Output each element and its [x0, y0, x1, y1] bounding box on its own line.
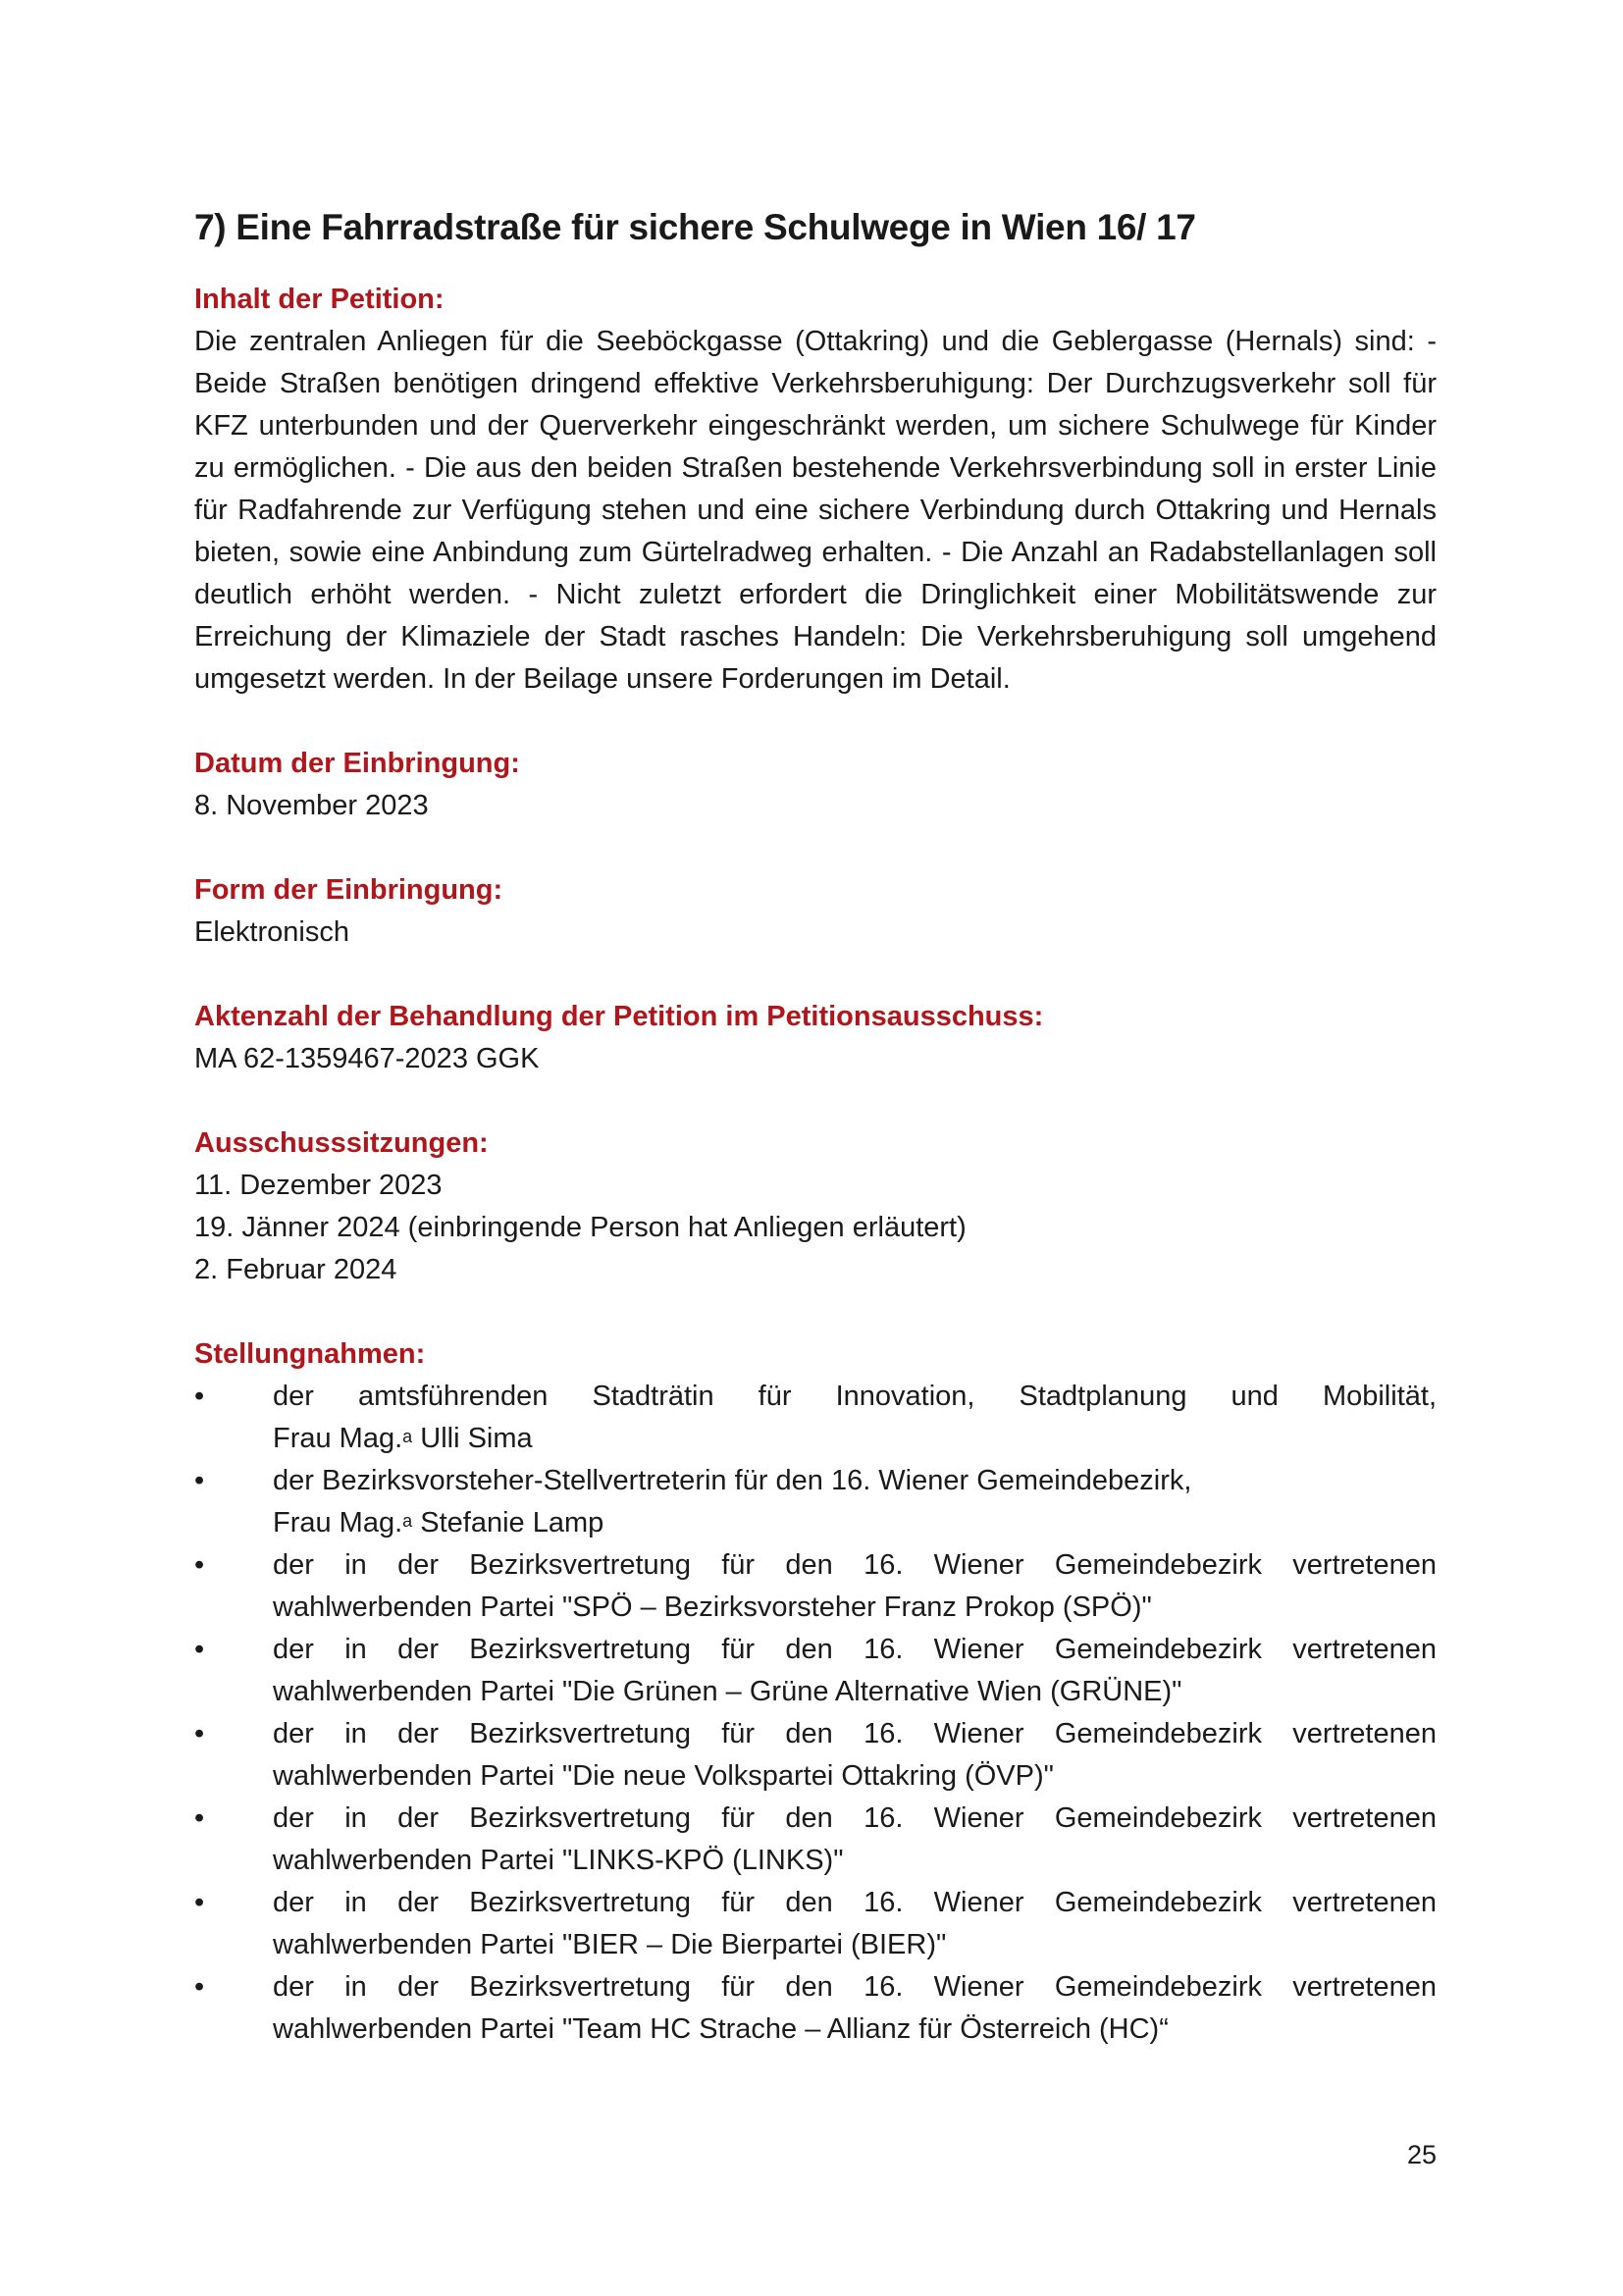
list-item: [194, 1629, 1437, 1713]
form-value: Elektronisch: [194, 916, 349, 948]
section-inhalt: [194, 279, 1437, 701]
aktenzahl-value: MA 62-1359467-2023 GGK: [194, 1043, 540, 1074]
list-item: [194, 1713, 1437, 1798]
bullet-icon: •: [194, 1802, 205, 1834]
bullet-icon: •: [194, 1465, 205, 1496]
list-item: [194, 1376, 1437, 1460]
datum-label: Datum der Einbringung:: [194, 748, 520, 779]
inhalt-label: Inhalt der Petition:: [194, 284, 445, 315]
list-item-line1: der in der Bezirksvertretung für den 16. Wiener Gemeindebezirk vertretenen: [273, 1802, 1437, 1834]
page-number: 25: [1406, 2140, 1437, 2169]
list-item-line2: wahlwerbenden Partei "Die Grünen – Grüne Alternative Wien (GRÜNE)": [273, 1676, 1182, 1707]
list-item-line2: wahlwerbenden Partei "BIER – Die Bierpartei (BIER)": [273, 1929, 947, 1960]
list-item: [194, 1798, 1437, 1882]
bullet-icon: •: [194, 1971, 205, 2003]
section-aktenzahl: [194, 996, 1437, 1080]
list-item-line2: wahlwerbenden Partei "Die neue Volkspartei Ottakring (ÖVP)": [273, 1760, 1054, 1792]
aktenzahl-label: Aktenzahl der Behandlung der Petition im Petitionsausschuss:: [194, 1001, 1044, 1032]
list-item: [194, 1544, 1437, 1629]
list-item-line1: der in der Bezirksvertretung für den 16. Wiener Gemeindebezirk vertretenen: [273, 1549, 1437, 1581]
list-item-line1: der in der Bezirksvertretung für den 16. Wiener Gemeindebezirk vertretenen: [273, 1887, 1437, 1918]
list-item-line1: der amtsführenden Stadträtin für Innovation, Stadtplanung und Mobilität,: [273, 1381, 1437, 1412]
sitzung-item: 19. Jänner 2024 (einbringende Person hat Anliegen erläutert): [194, 1212, 967, 1243]
sitzung-item: 2. Februar 2024: [194, 1254, 397, 1285]
stellungnahmen-label: Stellungnahmen:: [194, 1338, 426, 1370]
bullet-icon: •: [194, 1718, 205, 1749]
list-item-line1: der Bezirksvorsteher-Stellvertreterin für den 16. Wiener Gemeindebezirk,: [273, 1465, 1192, 1496]
list-item-line2: wahlwerbenden Partei "SPÖ – Bezirksvorsteher Franz Prokop (SPÖ)": [273, 1592, 1152, 1623]
bullet-icon: •: [194, 1634, 205, 1665]
list-item-line1: der in der Bezirksvertretung für den 16. Wiener Gemeindebezirk vertretenen: [273, 1971, 1437, 2003]
section-stellungnahmen: [194, 1333, 1437, 2051]
form-label: Form der Einbringung:: [194, 874, 503, 906]
bullet-icon: •: [194, 1887, 205, 1918]
page-title: 7) Eine Fahrradstraße für sichere Schulwege in Wien 16/ 17: [194, 207, 1196, 247]
list-item-line2: Frau Mag.$^a$ Stefanie Lamp: [273, 1507, 604, 1539]
sitzung-item: 11. Dezember 2023: [194, 1170, 443, 1201]
list-item-line1: der in der Bezirksvertretung für den 16. Wiener Gemeindebezirk vertretenen: [273, 1718, 1437, 1749]
section-sitzungen: [194, 1122, 1437, 1291]
datum-value: 8. November 2023: [194, 790, 429, 821]
section-datum: [194, 743, 1437, 827]
inhalt-text: Die zentralen Anliegen für die Seeböckgasse (Ottakring) und die Geblergasse (Hernals) sind: - Beide Straßen benötigen dringend effektive Verkehrsberuhigung: Der Durchzugsverkehr soll für KFZ unterbunden und der Querverkehr eingeschränkt werden, um sichere Schulwege für Kinder zu ermöglichen. - Die aus den beiden Straßen bestehende Verkehrsverbindung soll in erster Linie für Radfahrende zur Verfügung stehen und eine sichere Verbindung durch Ottakring und Hernals bieten, sowie eine Anbindung zum Gürtelradweg erhalten. - Die Anzahl an Radabstellanlagen soll deutlich erhöht werden. - Nicht zuletzt erfordert die Dringlichkeit einer Mobilitätswende zur Erreichung der Klimaziele der Stadt rasches Handeln: Die Verkehrsberuhigung soll umgehend umgesetzt werden. In der Beilage unsere Forderungen im Detail.: [194, 326, 1437, 695]
list-item-line2: wahlwerbenden Partei "Team HC Strache – Allianz für Österreich (HC)“: [273, 2013, 1169, 2045]
list-item-line1: der in der Bezirksvertretung für den 16. Wiener Gemeindebezirk vertretenen: [273, 1634, 1437, 1665]
list-item: [194, 1966, 1437, 2051]
document-page: [194, 192, 1437, 2051]
stellungnahmen-list: [194, 1376, 1437, 2051]
sitzungen-label: Ausschusssitzungen:: [194, 1127, 489, 1159]
bullet-icon: •: [194, 1381, 205, 1412]
section-form: [194, 869, 1437, 954]
list-item-line2: Frau Mag.$^a$ Ulli Sima: [273, 1423, 533, 1454]
list-item: [194, 1882, 1437, 1966]
list-item-line2: wahlwerbenden Partei "LINKS-KPÖ (LINKS)": [273, 1845, 844, 1876]
list-item: [194, 1460, 1437, 1544]
bullet-icon: •: [194, 1549, 205, 1581]
